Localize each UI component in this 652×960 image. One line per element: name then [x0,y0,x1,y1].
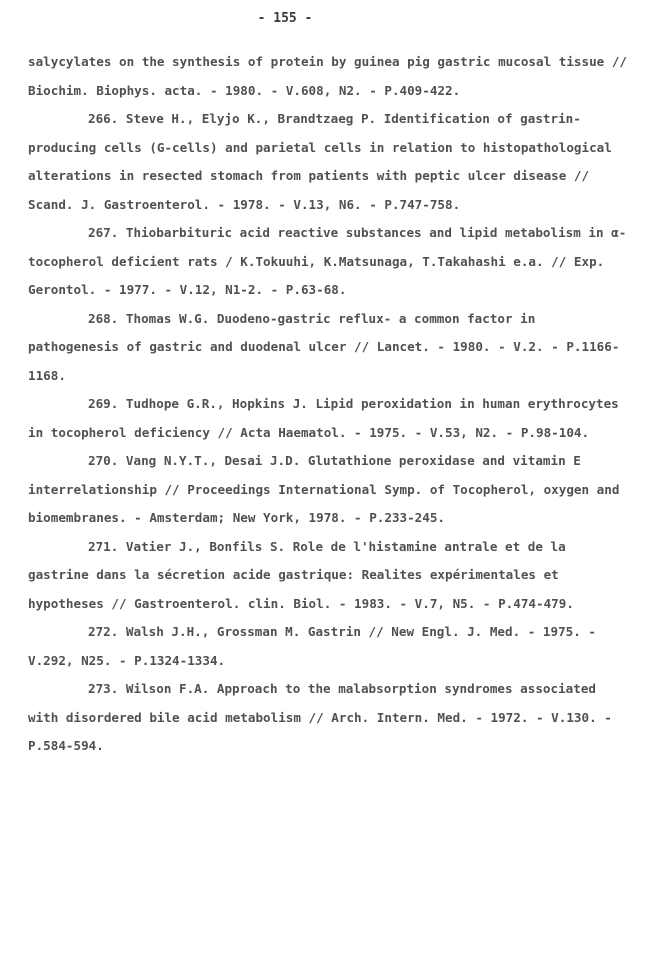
page-number: - 155 - [257,11,313,26]
reference-entry-269: 269. Tudhope G.R., Hopkins J. Lipid peroxidation in human erythrocytes in tocopherol deficiency // Acta Haematol. - 1975. - V.53, N2. - P.98-104. [28,396,627,440]
reference-entry-266: 266. Steve H., Elyjo K., Brandtzaeg P. Identification of gastrin-producing cells (G-cells) and parietal cells in relation to histopathological alterations in resected stomach from patients with peptic ulcer disease // Scand. J. Gastroenterol. - 1978. - V.13, N6. - P.747-758. [28,111,620,212]
reference-entry-273: 273. Wilson F.A. Approach to the malabsorption syndromes associated with disordered bile acid metabolism // Arch. Intern. Med. - 1972. - V.130. - P.584-594. [28,681,620,753]
reference-list [28,48,635,761]
reference-entry-271: 271. Vatier J., Bonfils S. Role de l'histamine antrale et de la gastrine dans la sécretion acide gastrique: Realites expérimentales et hypotheses // Gastroenterol. clin. Biol. - 1983. - V.7, N5. - P.474-479. [28,538,574,611]
reference-entry-267: 267. Thiobarbituric acid reactive substances and lipid metabolism in α-tocopherol deficient rats / K.Tokuuhi, K.Matsunaga, T.Takahashi e.a. // Exp. Gerontol. - 1977. - V.12, N1-2. - P.63-68. [28,225,627,297]
reference-entry-continued: salycylates on the synthesis of protein by guinea pig gastric mucosal tissue // Biochim. Biophys. acta. - 1980. - V.608, N2. - P.409-422. [28,54,635,98]
reference-entry-268: 268. Thomas W.G. Duodeno-gastric reflux- a common factor in pathogenesis of gastric and duodenal ulcer // Lancet. - 1980. - V.2. - P.1166-1168. [28,310,620,383]
reference-entry-272: 272. Walsh J.H., Grossman M. Gastrin // New Engl. J. Med. - 1975. - V.292, N25. - P.1324-1334. [28,624,604,668]
reference-entry-270: 270. Vang N.Y.T., Desai J.D. Glutathione peroxidase and vitamin E interrelationship // Proceedings International Symp. of Tocopherol, oxygen and biomembranes. - Amsterdam; New York, 1978. - P.233-245. [28,453,627,525]
